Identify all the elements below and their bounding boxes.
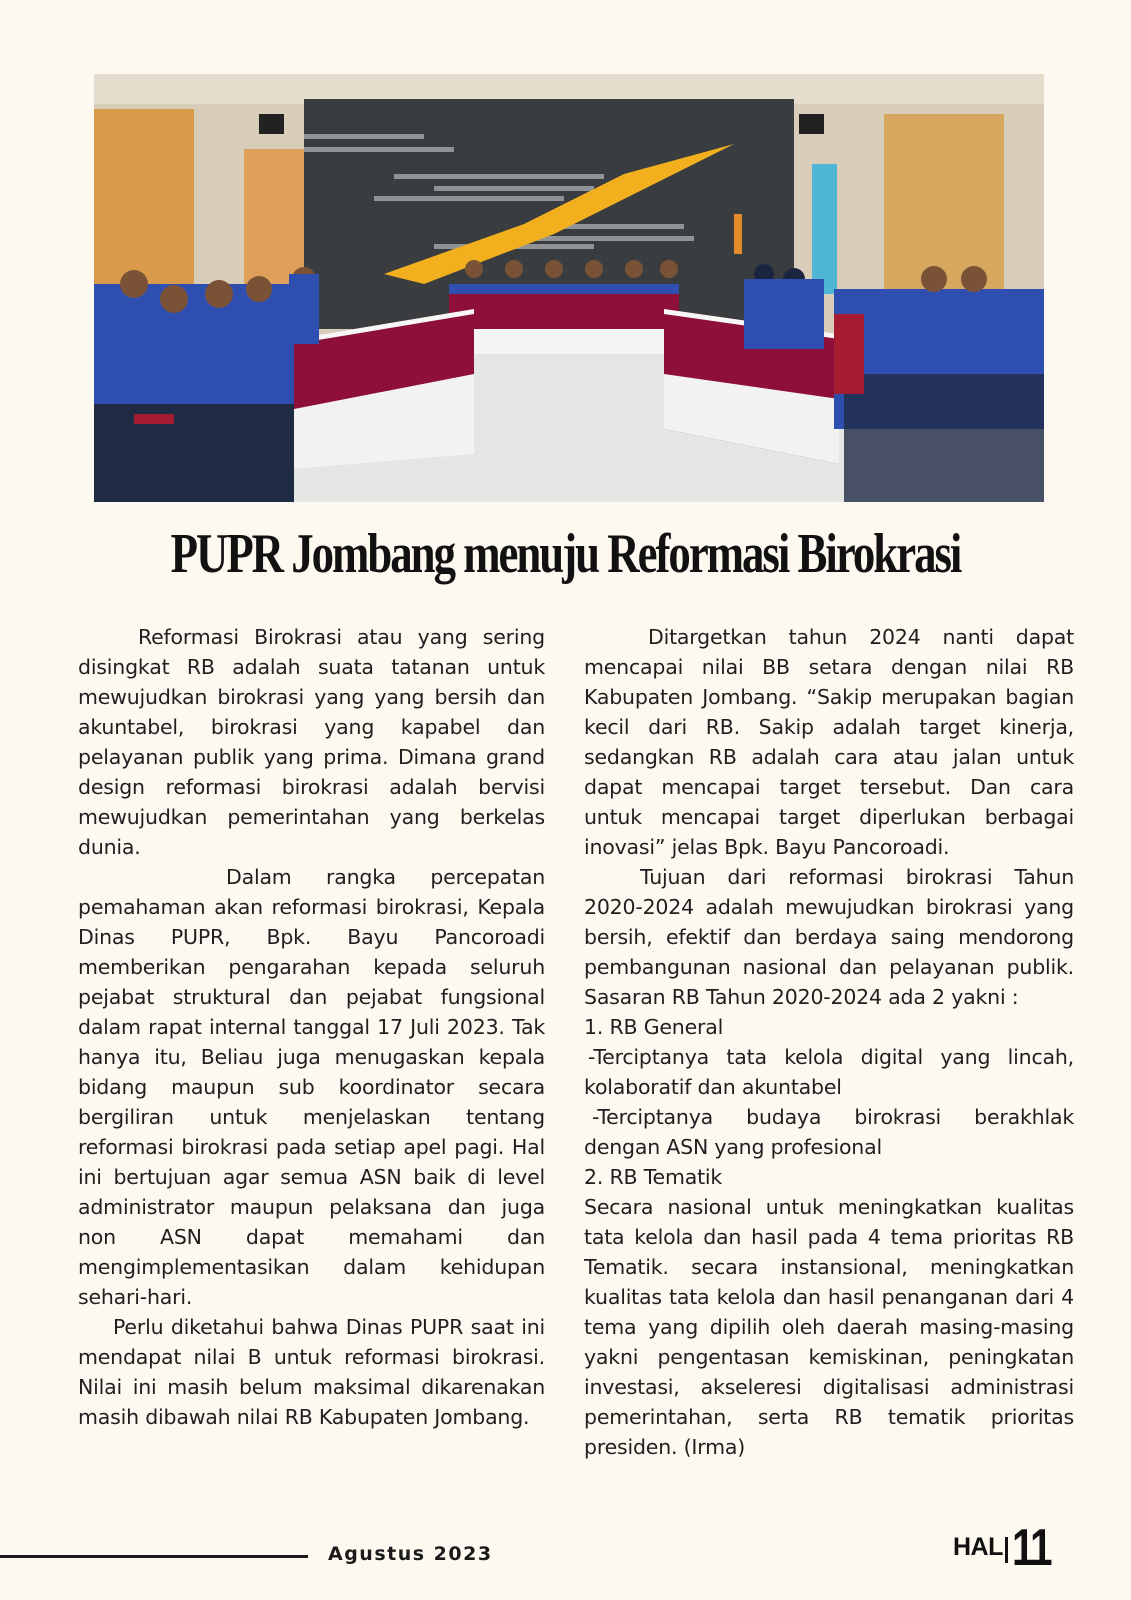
- list-item: -Terciptanya budaya birokrasi berakhlak dengan ASN yang profesional: [584, 1105, 1074, 1159]
- paragraph: Ditargetkan tahun 2024 nanti dapat mencapai nilai BB setara dengan nilai RB Kabupaten Jombang. “Sakip merupakan bagian kecil dari RB. Sakip adalah target kinerja, sedangkan RB adalah cara atau jalan untuk dapat mencapai target tersebut. Dan cara untuk mencapai target diperlukan berbagai inovasi” jelas Bpk. Bayu Pancoroadi.: [584, 625, 1074, 859]
- page-label: HAL: [953, 1533, 1003, 1561]
- footer-date: Agustus 2023: [328, 1543, 493, 1565]
- paragraph: Secara nasional untuk meningkatkan kualitas tata kelola dan hasil pada 4 tema prioritas RB Tematik. secara instansional, meningkatkan kualitas tata kelola dan hasil penanganan dari 4 tema yang dipilih oleh daerah masing-masing yakni pengentasan kemiskinan, peningkatan investasi, akseleresi digitalisasi administrasi pemerintahan, serta RB tematik prioritas presiden. (Irma): [584, 1195, 1074, 1459]
- paragraph: Perlu diketahui bahwa Dinas PUPR saat ini mendapat nilai B untuk reformasi birokrasi. Nilai ini masih belum maksimal dikarenakan masih dibawah nilai RB Kabupaten Jombang.: [78, 1315, 545, 1429]
- article-title: PUPR Jombang menuju Reformasi Birokrasi: [170, 523, 961, 585]
- paragraph: Tujuan dari reformasi birokrasi Tahun 2020-2024 adalah mewujudkan birokrasi yang bersih, efektif dan berdaya saing mendorong pembangunan nasional dan pelayanan publik. Sasaran RB Tahun 2020-2024 ada 2 yakni :: [584, 865, 1074, 1009]
- page-number: [953, 1519, 1061, 1577]
- paragraph: Reformasi Birokrasi atau yang sering disingkat RB adalah suata tatanan untuk mewujudkan birokrasi yang yang bersih dan akuntabel, birokrasi yang kapabel dan pelayanan publik yang prima. Dimana grand design reformasi birokrasi adalah bervisi mewujudkan pemerintahan yang berkelas dunia.: [78, 625, 545, 859]
- footer-rule: [0, 1555, 308, 1558]
- article-column-left: [78, 622, 545, 1432]
- article-photo: [94, 74, 1044, 502]
- article-column-right: [584, 622, 1074, 1462]
- page-separator: [1005, 1537, 1008, 1563]
- list-heading: 1. RB General: [584, 1015, 724, 1039]
- paragraph: Dalam rangka percepatan pemahaman akan reformasi birokrasi, Kepala Dinas PUPR, Bpk. Bayu Pancoroadi memberikan pengarahan kepada seluruh pejabat struktural dan pejabat fungsional dalam rapat internal tanggal 17 Juli 2023. Tak hanya itu, Beliau juga menugaskan kepala bidang maupun sub koordinator secara bergiliran untuk menjelaskan tentang reformasi birokrasi pada setiap apel pagi. Hal ini bertujuan agar semua ASN baik di level administrator maupun pelaksana dan juga non ASN dapat memahami dan mengimplementasikan dalam kehidupan sehari-hari.: [78, 865, 545, 1309]
- list-heading: 2. RB Tematik: [584, 1165, 723, 1189]
- list-item: -Terciptanya tata kelola digital yang lincah, kolaboratif dan akuntabel: [584, 1045, 1074, 1099]
- meeting-room-photo: [94, 74, 1044, 502]
- page-number-value: 11: [1011, 1519, 1051, 1577]
